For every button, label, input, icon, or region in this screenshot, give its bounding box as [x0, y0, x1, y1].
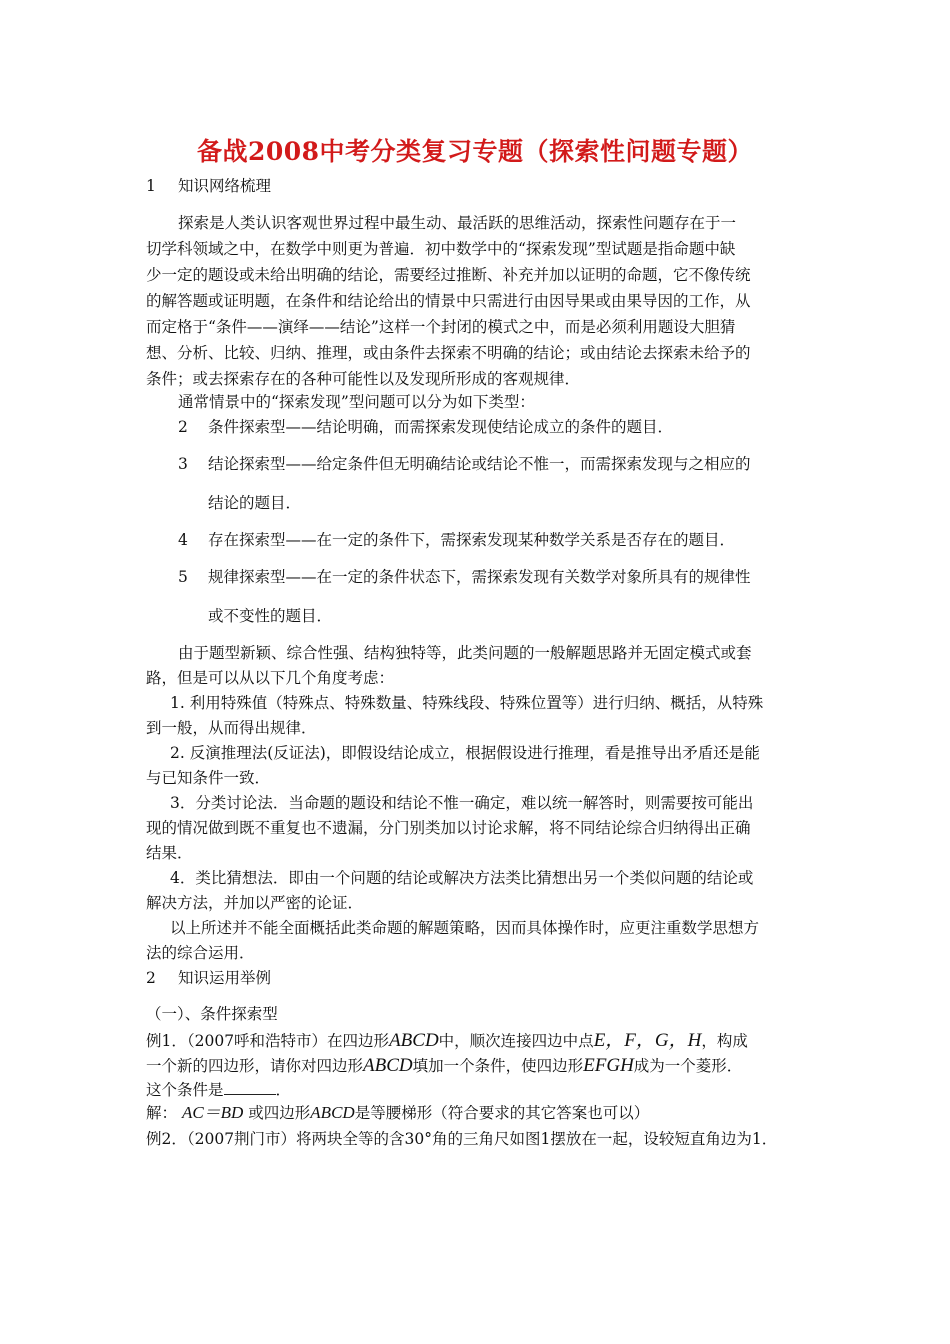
example-2-line-1: 例2．（2007荆门市）将两块全等的含30°角的三角尺如图1摆放在一起，设较短直角边为1．: [146, 1130, 778, 1148]
method-line: 2. 反演推理法(反证法)，即假设结论成立，根据假设进行推理，看是推导出矛盾还是能: [170, 744, 760, 762]
subsection-heading: （一）、条件探索型: [146, 1005, 278, 1023]
solution-text: 或四边形: [248, 1104, 311, 1122]
example-1-line-3: [146, 1080, 291, 1100]
list-number: 3: [178, 455, 188, 473]
list-item-continued: 结论的题目．: [208, 494, 302, 512]
paragraph-line: 的解答题或证明题，在条件和结论给出的情景中只需进行由因导果或由果导因的工作，从: [146, 292, 751, 310]
example-text: 填加一个条件，使四边形: [412, 1057, 584, 1075]
example-text: 这个条件是: [146, 1081, 224, 1099]
method-line: 到一般，从而得出规律．: [146, 719, 317, 737]
method-line: 3．分类讨论法．当命题的题设和结论不惟一确定，难以统一解答时，则需要按可能出: [170, 794, 754, 812]
solution-label: 解：: [146, 1104, 178, 1122]
example-text: 中，顺次连接四边中点: [438, 1032, 594, 1050]
method-line: 现的情况做到既不重复也不遗漏，分门别类加以讨论求解，将不同结论综合归纳得出正确: [146, 819, 751, 837]
method-line: 与已知条件一致．: [146, 769, 271, 787]
solution-text: 是等腰梯形（符合要求的其它答案也可以）: [354, 1104, 650, 1122]
section-1-number: 1: [146, 177, 156, 195]
paragraph-line: 以上所述并不能全面概括此类命题的解题策略，因而具体操作时，应更注重数学思想方: [170, 919, 760, 937]
math-points: E，F，G，H: [593, 1030, 702, 1051]
section-2-heading: 知识运用举例: [178, 969, 272, 987]
list-item: 规律探索型——在一定的条件状态下，需探索发现有关数学对象所具有的规律性: [208, 568, 751, 586]
math-quadrilateral: EFGH: [583, 1055, 634, 1076]
list-item: 存在探索型——在一定的条件下，需探索发现某种数学关系是否存在的题目．: [208, 531, 736, 549]
method-line: 1. 利用特殊值（特殊点、特殊数量、特殊线段、特殊位置等）进行归纳、概括，从特殊: [170, 694, 764, 712]
example-text: 一个新的四边形，请你对四边形: [146, 1057, 364, 1075]
method-line: 4．类比猜想法．即由一个问题的结论或解决方法类比猜想出另一个类似问题的结论或: [170, 869, 754, 887]
math-expression: AC＝BD: [181, 1103, 244, 1122]
list-item: 条件探索型——结论明确，而需探索发现使结论成立的条件的题目．: [208, 418, 674, 436]
list-item-continued: 或不变性的题目．: [208, 607, 333, 625]
types-intro: 通常情景中的“探索发现”型问题可以分为如下类型：: [178, 393, 535, 411]
example-text: ．: [275, 1081, 292, 1099]
math-quadrilateral: ABCD: [363, 1055, 413, 1076]
paragraph-line: 由于题型新颖、综合性强、结构独特等，此类问题的一般解题思路并无固定模式或套: [178, 644, 752, 662]
page-title: 备战2008中考分类复习专题（探索性问题专题）: [196, 137, 754, 166]
example-text: ，构成: [701, 1032, 748, 1050]
paragraph-line: 少一定的题设或未给出明确的结论，需要经过推断、补充并加以证明的命题，它不像传统: [146, 266, 751, 284]
paragraph-line: 想、分析、比较、归纳、推理，或由条件去探索不明确的结论；或由结论去探索未给予的: [146, 344, 751, 362]
list-number: 4: [178, 531, 188, 549]
example-1-line-1: [146, 1031, 748, 1051]
method-line: 解决方法，并加以严密的论证．: [146, 894, 364, 912]
math-quadrilateral: ABCD: [310, 1103, 355, 1122]
math-quadrilateral: ABCD: [389, 1030, 439, 1051]
paragraph-line: 而定格于“条件——演绎——结论”这样一个封闭的模式之中，而是必须利用题设大胆猜: [146, 318, 736, 336]
paragraph-line: 条件；或去探索存在的各种可能性以及发现所形成的客观规律．: [146, 370, 581, 388]
paragraph-line: 路，但是可以从以下几个角度考虑：: [146, 669, 395, 687]
paragraph-line: 法的综合运用．: [146, 944, 255, 962]
example-text: 例1．（2007呼和浩特市）在四边形: [146, 1032, 390, 1050]
list-item: 结论探索型——给定条件但无明确结论或结论不惟一，而需探索发现与之相应的: [208, 455, 751, 473]
example-1-line-2: [146, 1056, 742, 1076]
paragraph-line: 探索是人类认识客观世界过程中最生动、最活跃的思维活动，探索性问题存在于一: [178, 214, 737, 232]
section-1-heading: 知识网络梳理: [178, 177, 272, 195]
paragraph-line: 切学科领域之中，在数学中则更为普遍．初中数学中的“探索发现”型试题是指命题中缺: [146, 240, 736, 258]
list-number: 2: [178, 418, 188, 436]
solution-1: [146, 1103, 649, 1123]
method-line: 结果．: [146, 844, 193, 862]
answer-blank: [224, 1080, 276, 1095]
section-2-number: 2: [146, 969, 156, 987]
example-text: 成为一个菱形．: [633, 1057, 743, 1075]
list-number: 5: [178, 568, 188, 586]
